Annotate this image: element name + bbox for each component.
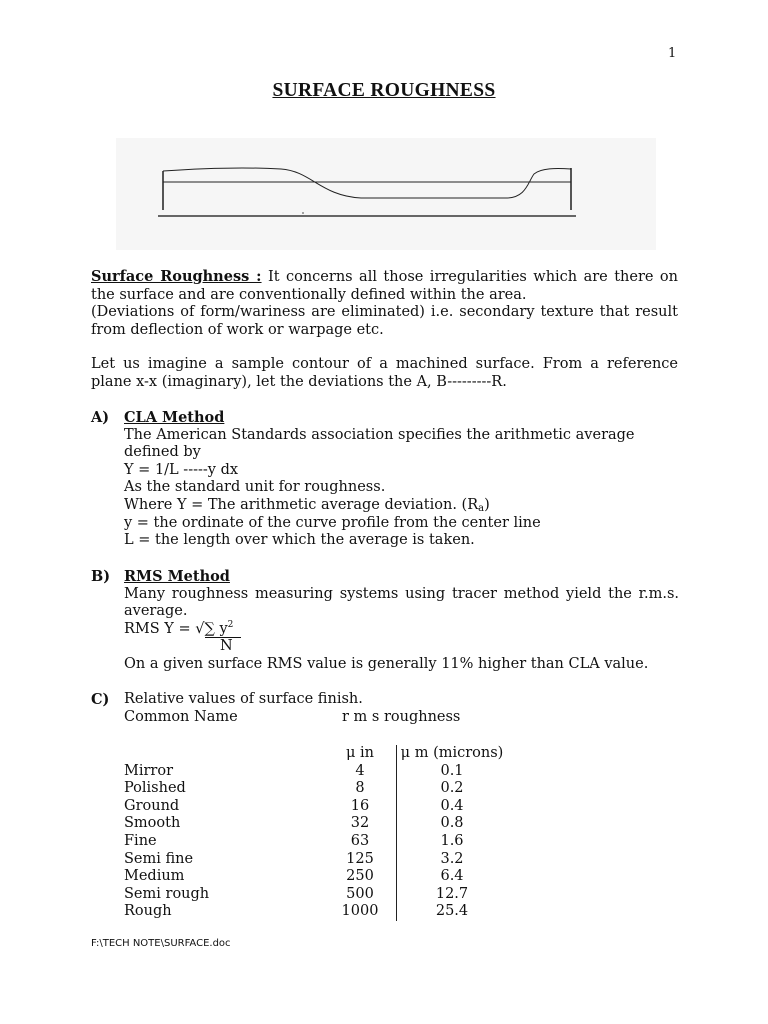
finish-name: Medium [124, 868, 185, 885]
rms-formula-denominator: N [220, 638, 233, 655]
cla-heading: CLA Method [124, 409, 225, 426]
unit-row [124, 745, 507, 763]
value-micron: 6.4 [397, 868, 508, 886]
finish-name: Semi rough [124, 885, 210, 902]
table-row [124, 868, 507, 886]
value-microinch: 63 [350, 832, 370, 849]
file-path-footer: F:\TECH NOTE\SURFACE.doc [91, 938, 231, 949]
value-microinch: 16 [350, 797, 370, 814]
value-micron: 0.2 [397, 780, 508, 798]
page-title: SURFACE ROUGHNESS [272, 80, 496, 101]
unit-micron: μ m (microns) [397, 745, 508, 763]
table-row [124, 798, 507, 816]
contour-text: Let us imagine a sample contour of a machined surface. From a reference plane x-x (imaginary), let the deviations the A, B---------R. [91, 356, 678, 390]
rms-line-1: Many roughness measuring systems using tracer method yield the r.m.s. average. [124, 585, 679, 620]
cla-formula: Y = 1/L -----y dx [124, 461, 239, 478]
intro-text: It concerns all those irregularities which are there on the surface and are conventionally defined within the area. [91, 269, 678, 303]
table-row [124, 903, 507, 921]
cla-label: A) [91, 409, 110, 426]
rms-line-3: On a given surface RMS value is generally 11% higher than CLA value. [124, 655, 649, 672]
finish-name: Mirror [124, 762, 174, 779]
table-row [124, 833, 507, 851]
rms-formula: RMS Y = √∑ $y^2$ [124, 621, 679, 639]
value-micron: 25.4 [397, 903, 508, 921]
intro-paragraph [91, 268, 678, 339]
cla-line-5: Where Y = The arithmetic average deviation. $(R_a)$ [124, 496, 490, 514]
intro-term: Surface Roughness : [91, 268, 262, 285]
surface-profile-diagram [116, 138, 656, 250]
finish-name: Fine [124, 832, 157, 849]
surface-profile-curve [163, 168, 571, 198]
value-microinch: 250 [346, 868, 374, 885]
col-rms-roughness: r m s roughness [342, 708, 461, 725]
value-micron: 1.6 [397, 833, 508, 851]
relative-label: C) [91, 691, 110, 708]
value-microinch: 32 [350, 815, 370, 832]
value-micron: 3.2 [397, 851, 508, 869]
table-row [124, 815, 507, 833]
table-row [124, 886, 507, 904]
value-microinch: 1000 [341, 903, 379, 920]
intro-text-2: (Deviations of form/wariness are eliminated) i.e. secondary texture that result from deflection of work or warpage etc. [91, 304, 678, 338]
finish-name: Ground [124, 797, 180, 814]
value-micron: 12.7 [397, 886, 508, 904]
finish-name: Semi fine [124, 850, 194, 867]
cla-line-7: L = the length over which the average is taken. [124, 532, 475, 549]
value-micron: 0.8 [397, 815, 508, 833]
cla-line-2: defined by [124, 444, 201, 461]
contour-paragraph [91, 356, 678, 391]
unit-microinch: μ in [345, 745, 374, 761]
finish-name: Rough [124, 903, 172, 920]
col-common-name: Common Name [124, 708, 238, 725]
table-row [124, 780, 507, 798]
finish-name: Polished [124, 780, 186, 797]
rms-label: B) [91, 568, 111, 585]
page-number: 1 [668, 46, 677, 61]
rms-heading: RMS Method [124, 568, 230, 585]
table-row [124, 763, 507, 781]
cla-line-6: y = the ordinate of the curve profile from the center line [124, 514, 541, 531]
surface-profile-figure [116, 138, 656, 250]
value-microinch: 4 [355, 762, 365, 779]
value-microinch: 8 [355, 780, 365, 797]
value-micron: 0.1 [397, 763, 508, 781]
value-microinch: 125 [346, 850, 374, 867]
relative-line-1: Relative values of surface finish. [124, 691, 363, 707]
value-micron: 0.4 [397, 798, 508, 816]
cla-line-4: As the standard unit for roughness. [124, 479, 386, 496]
cla-line-1: The American Standards association specifies the arithmetic average [124, 426, 635, 443]
finish-name: Smooth [124, 815, 181, 832]
surface-finish-table [124, 745, 507, 921]
value-microinch: 500 [346, 885, 374, 902]
table-row [124, 851, 507, 869]
